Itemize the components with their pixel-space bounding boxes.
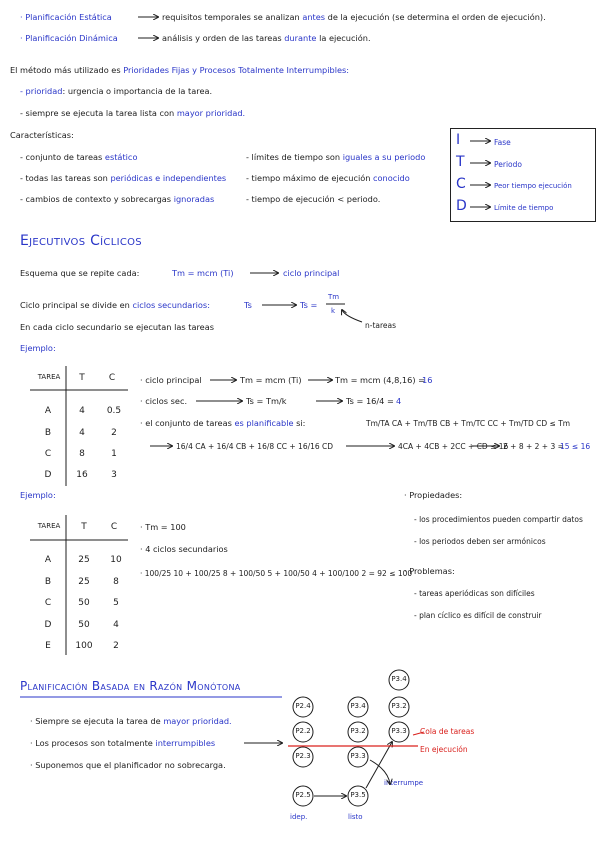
queue-label: Cola de tareas	[420, 727, 475, 736]
rm-bullet-2: · Los procesos son totalmente interrumpibles	[30, 738, 216, 748]
each-line: En cada ciclo secundario se ejecutan las tareas	[20, 322, 214, 332]
col3-bubble-1: P3.4	[391, 675, 407, 683]
t2-row1-c: 10	[110, 555, 122, 565]
t1-row4-name: D	[44, 470, 52, 480]
feature-left-2: - todas las tareas son periódicas e independientes	[20, 173, 227, 183]
method-line: El método más utilizado es Prioridades Fijas y Procesos Totalmente Interrumpibles:	[10, 65, 350, 75]
feature-right-2: - tiempo máximo de ejecución conocido	[246, 173, 410, 183]
ex1-l1b: Tm = mcm (Ti)	[240, 375, 302, 385]
feature-right-3: - tiempo de ejecución < periodo.	[246, 194, 381, 204]
ex1-l2b: Ts = Tm/k	[246, 396, 287, 406]
t1-row1-c: 0.5	[106, 406, 122, 416]
t1-row1-t: 4	[79, 406, 85, 416]
col2-bubble-1: P3.4	[350, 702, 366, 710]
sub-ts-eq: Ts =	[300, 300, 318, 310]
prop-1: - los procedimientos pueden compartir datos	[414, 515, 583, 524]
t2-row5-name: E	[45, 641, 51, 651]
ex1-l2c: Ts = 16/4 =	[346, 396, 394, 406]
t1-header-tarea: TAREA	[37, 373, 61, 381]
t1-header-c: C	[108, 373, 116, 383]
priority-line: - prioridad: urgencia o importancia de la tarea.	[20, 86, 213, 96]
t2-row4-t: 50	[78, 620, 90, 630]
col1-bubble-2: P2.2	[295, 727, 311, 735]
sub-num: Tm	[328, 293, 340, 301]
t1-row2-name: B	[44, 428, 52, 438]
legend-letter-c: C	[456, 176, 466, 192]
scheme-line: Esquema que se repite cada:	[20, 268, 140, 278]
legend-label-limite: Límite de tiempo	[494, 204, 554, 212]
t1-row4-t: 16	[76, 470, 88, 480]
t1-row2-t: 4	[79, 428, 85, 438]
legend-letter-i: I	[456, 132, 461, 148]
t2-row2-c: 8	[113, 577, 119, 587]
ready-label: listo	[348, 813, 363, 821]
example-1-label: Ejemplo:	[20, 343, 56, 353]
ntareas-label: n-tareas	[365, 321, 397, 330]
t2-row3-c: 5	[113, 598, 119, 608]
ex1-l4a: 16/4 CA + 16/4 CB + 16/8 CC + 16/16 CD	[176, 442, 334, 451]
t2-row4-c: 4	[113, 620, 119, 630]
features-title: Características:	[10, 130, 74, 140]
t1-row3-t: 8	[79, 449, 85, 459]
prob-1: - tareas aperiódicas son difíciles	[414, 589, 535, 598]
probs-title: · Problemas:	[404, 566, 455, 576]
legend-label-periodo: Periodo	[494, 160, 522, 169]
t2-header-tarea: TAREA	[37, 522, 61, 530]
t1-row3-name: C	[44, 449, 52, 459]
t2-row1-t: 25	[78, 555, 90, 565]
t2-row5-t: 100	[75, 641, 93, 651]
t2-row2-name: B	[44, 577, 52, 587]
col1-bubble-4: P2.5	[295, 791, 311, 799]
running-label: En ejecución	[420, 745, 468, 754]
col1-bubble-1: P2.4	[295, 702, 311, 710]
t1-row1-name: A	[44, 406, 52, 416]
scheme-formula: Tm = mcm (Ti)	[172, 268, 234, 278]
static-planning: · Planificación Estática	[20, 12, 112, 22]
t1-row2-c: 2	[111, 428, 117, 438]
rm-bullet-3: · Suponemos que el planificador no sobrecarga.	[30, 760, 226, 770]
legend-letter-d: D	[456, 198, 467, 214]
t2-row3-name: C	[44, 598, 52, 608]
t2-row5-c: 2	[113, 641, 119, 651]
ex1-l1a: · ciclo principal	[140, 375, 202, 385]
legend-label-peor: Peor tiempo ejecución	[494, 182, 572, 190]
ex1-l4b: 4CA + 4CB + 2CC + CD ≤ 16	[398, 442, 509, 451]
ex1-l2a: · ciclos sec.	[140, 396, 188, 406]
static-planning-desc: requisitos temporales se analizan antes de la ejecución (se determina el orden de ejecución).	[162, 12, 546, 22]
cyclic-title: Ejecutivos Cíclicos	[20, 233, 142, 249]
scheme-result: ciclo principal	[283, 268, 340, 278]
sub-line: Ciclo principal se divide en ciclos secundarios:	[20, 300, 210, 310]
col2-bubble-4: P3.5	[350, 791, 366, 799]
dynamic-planning-desc: análisis y orden de las tareas durante la ejecución.	[162, 33, 371, 43]
rm-bullet-1: · Siempre se ejecuta la tarea de mayor prioridad.	[30, 716, 232, 726]
col3-bubble-2: P3.2	[391, 702, 407, 710]
rm-title: Planificación Basada en Razón Monótona	[20, 679, 241, 693]
feature-right-1: - límites de tiempo son iguales a su periodo	[246, 152, 426, 162]
ex1-l1d: 16	[422, 375, 433, 385]
sub-den: k	[331, 307, 336, 315]
feature-left-3: - cambios de contexto y sobrecargas ignoradas	[20, 194, 215, 204]
exec-line: - siempre se ejecuta la tarea lista con mayor prioridad.	[20, 108, 246, 118]
ex2-l2: · 4 ciclos secundarios	[140, 544, 228, 554]
idle-label: idep.	[290, 813, 308, 821]
feature-left-1: - conjunto de tareas estático	[20, 152, 138, 162]
dynamic-planning: · Planificación Dinámica	[20, 33, 118, 43]
ex1-l3: · el conjunto de tareas es planificable si:	[140, 418, 306, 428]
t2-row3-t: 50	[78, 598, 90, 608]
t2-row2-t: 25	[78, 577, 90, 587]
interrupt-label: interrumpe	[384, 779, 424, 787]
t2-header-t: T	[81, 522, 87, 532]
props-title: · Propiedades:	[404, 490, 463, 500]
arrow-ntareas	[342, 310, 362, 322]
t2-row1-name: A	[44, 555, 52, 565]
t1-row4-c: 3	[111, 470, 117, 480]
col2-bubble-3: P3.3	[350, 752, 366, 760]
legend-letter-t: T	[456, 154, 465, 170]
ex2-l1: · Tm = 100	[140, 522, 186, 532]
t1-row3-c: 1	[111, 449, 117, 459]
t2-header-c: C	[110, 522, 118, 532]
sub-ts: Ts	[244, 300, 252, 310]
col1-bubble-3: P2.3	[295, 752, 311, 760]
ex1-l1c: Tm = mcm (4,8,16) =	[335, 375, 425, 385]
t2-row4-name: D	[44, 620, 52, 630]
ex1-l3d: Tm/TA CA + Tm/TB CB + Tm/TC CC + Tm/TD CD ≤ Tm	[366, 419, 571, 428]
ex1-l2d: 4	[396, 396, 402, 406]
col3-bubble-3: P3.3	[391, 727, 407, 735]
ex1-l4c: 2 + 8 + 2 + 3 =	[503, 442, 564, 451]
col2-bubble-2: P3.2	[350, 727, 366, 735]
t1-header-t: T	[79, 373, 85, 383]
example-2-label: Ejemplo:	[20, 490, 56, 500]
ex1-l4d: 15 ≤ 16	[560, 442, 591, 451]
legend-label-fase: Fase	[494, 138, 511, 147]
prob-2: - plan cíclico es difícil de construir	[414, 611, 542, 620]
ex2-l3: · 100/25 10 + 100/25 8 + 100/50 5 + 100/50 4 + 100/100 2 = 92 ≤ 100	[140, 569, 413, 578]
prop-2: - los periodos deben ser armónicos	[414, 537, 546, 546]
